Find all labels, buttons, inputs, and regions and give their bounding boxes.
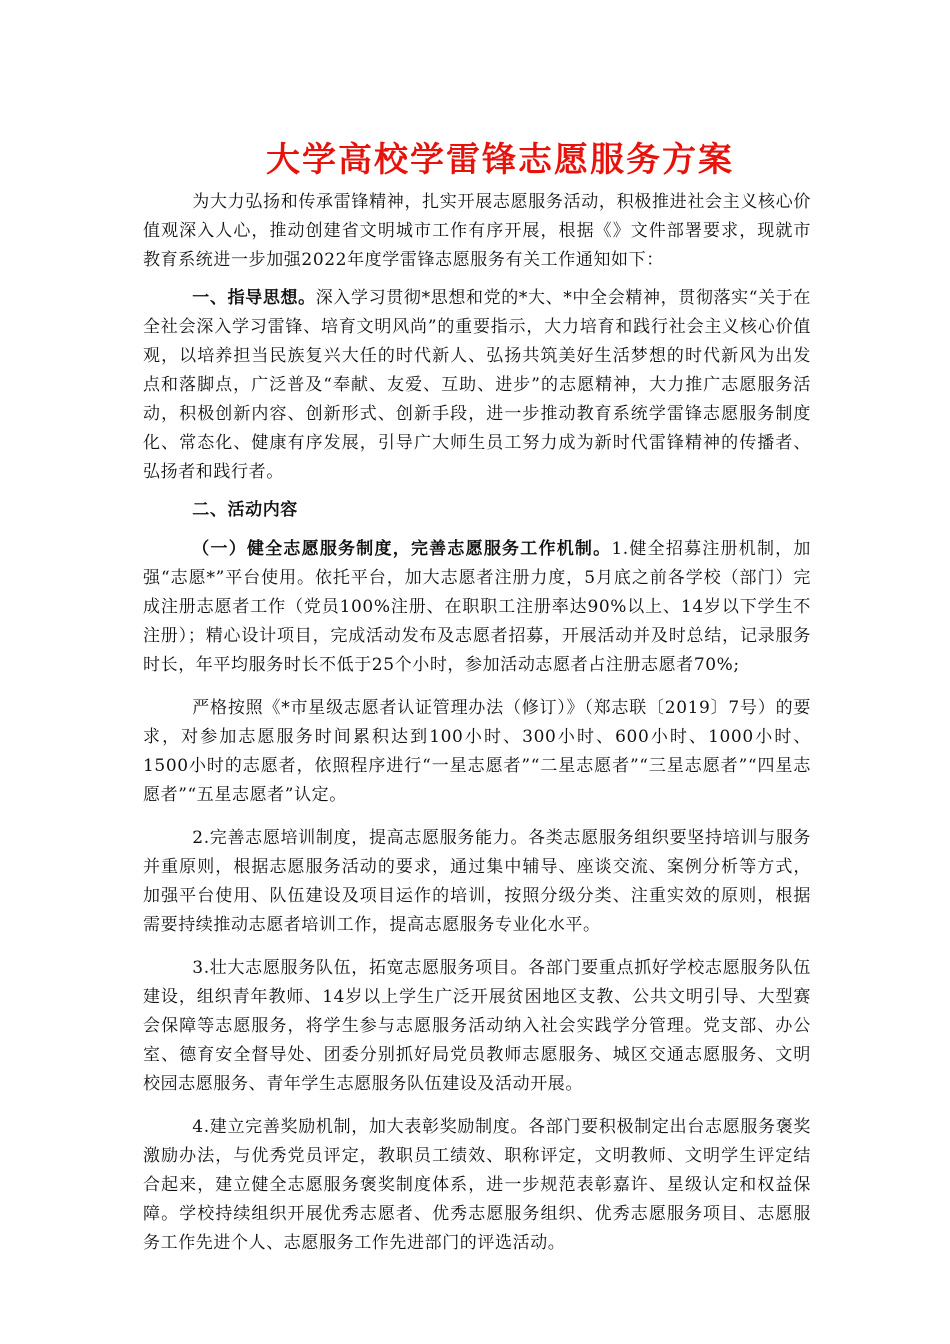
reward-paragraph: 4.建立完善奖励机制，加大表彰奖励制度。各部门要积极制定出台志愿服务褒奖激励办法，与优秀党员评定，教职员工绩效、职称评定，文明教师、文明学生评定结合起来，建立健全志愿服务褒奖制度体系，进一步规范表彰嘉许、星级认定和权益保障。学校持续组织开展优秀志愿者、优秀志愿服务组织、优秀志愿服务项目、志愿服务工作先进个人、志愿服务工作先进部门的评选活动。 [143,1117,811,1253]
section-text: 深入学习贯彻*思想和党的*大、*中全会精神，贯彻落实“关于在全社会深入学习雷锋、培育文明风尚”的重要指示，大力培育和践行社会主义核心价值观，以培养担当民族复兴大任的时代新人、弘扬共筑美好生活梦想的时代新风为出发点和落脚点，广泛普及“奉献、友爱、互助、进步”的志愿精神，大力推广志愿服务活动，积极创新内容、创新形式、创新手段，进一步推动教育系统学雷锋志愿服务制度化、常态化、健康有序发展，引导广大师生员工努力成为新时代雷锋精神的传播者、弘扬者和践行者。 [143,288,811,482]
section-guiding-ideology [143,284,811,487]
subsection-heading: （一）健全志愿服务制度，完善志愿服务工作机制。 [192,539,612,559]
document-body [143,188,811,1258]
document-title: 大学高校学雷锋志愿服务方案 [266,140,734,180]
subsection-volunteer-system [143,535,811,680]
intro-paragraph: 为大力弘扬和传承雷锋精神，扎实开展志愿服务活动，积极推进社会主义核心价值观深入人心，推动创建省文明城市工作有序开展，根据《》文件部署要求，现就市教育系统进一步加强2022年度学雷锋志愿服务有关工作通知如下： [143,192,811,270]
training-paragraph: 2.完善志愿培训制度，提高志愿服务能力。各类志愿服务组织要坚持培训与服务并重原则，根据志愿服务活动的要求，通过集中辅导、座谈交流、案例分析等方式，加强平台使用、队伍建设及项目运作的培训，按照分级分类、注重实效的原则，根据需要持续推动志愿者培训工作，提高志愿服务专业化水平。 [143,828,811,935]
subsection-text: 1.健全招募注册机制，加强“志愿*”平台使用。依托平台，加大志愿者注册力度，5月底之前各学校（部门）完成注册志愿者工作（党员100%注册、在职职工注册率达90%以上、14岁以下学生不注册）；精心设计项目，完成活动发布及志愿者招募，开展活动并及时总结，记录服务时长，年平均服务时长不低于25个小时，参加活动志愿者占注册志愿者70%; [143,539,811,675]
section-activity-heading: 二、活动内容 [192,500,298,520]
star-volunteer-paragraph: 严格按照《*市星级志愿者认证管理办法（修订）》（郑志联〔2019〕7号）的要求，对参加志愿服务时间累积达到100小时、300小时、600小时、1000小时、1500小时的志愿者，依照程序进行“一星志愿者”“二星志愿者”“三星志愿者”“四星志愿者”“五星志愿者”认定。 [143,698,811,805]
team-paragraph: 3.壮大志愿服务队伍，拓宽志愿服务项目。各部门要重点抓好学校志愿服务队伍建设，组织青年教师、14岁以上学生广泛开展贫困地区支教、公共文明引导、大型赛会保障等志愿服务，将学生参与志愿服务活动纳入社会实践学分管理。党支部、办公室、德育安全督导处、团委分别抓好局党员教师志愿服务、城区交通志愿服务、文明校园志愿服务、青年学生志愿服务队伍建设及活动开展。 [143,958,811,1094]
section-heading: 一、指导思想。 [192,288,316,308]
